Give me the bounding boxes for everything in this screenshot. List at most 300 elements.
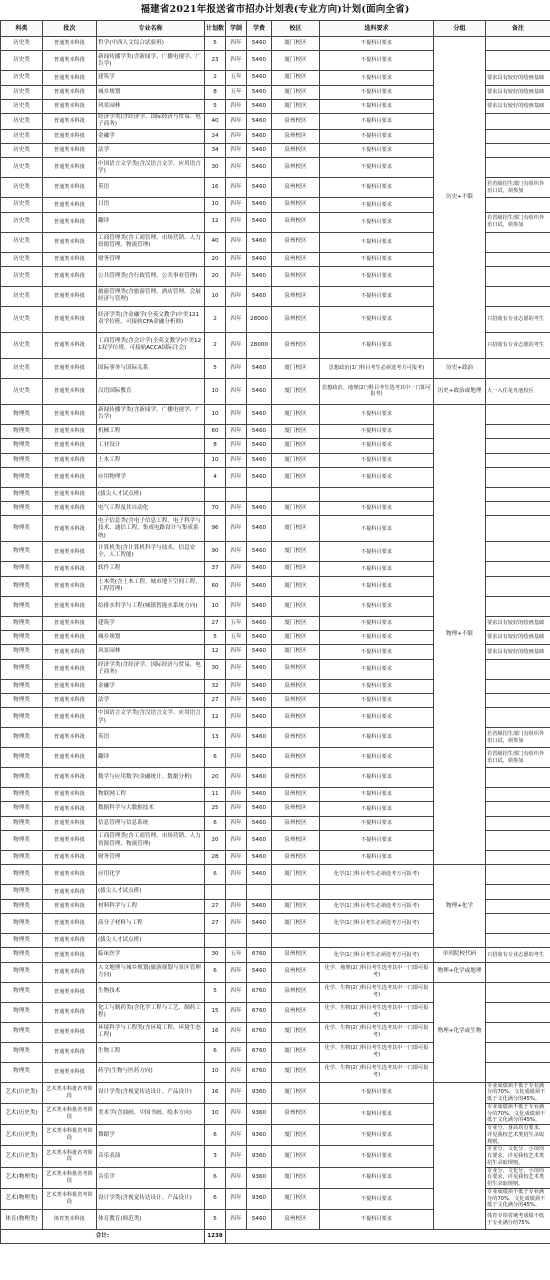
category-cell: 历史类 [1,286,43,306]
tuition-cell: 5460 [247,865,272,885]
plan-count-cell: 20 [205,252,226,266]
duration-cell: 四年 [226,178,247,198]
major-cell: 经济学类(含经济学、国际经济与贸易、电子商务) [97,659,205,679]
plan-count-cell: 27 [205,899,226,913]
batch-cell: 艺术类本科批省考阶段 [43,1188,97,1209]
tuition-cell: 5460 [247,37,272,51]
tuition-cell: 5460 [247,516,272,542]
category-cell: 艺术(历史类) [1,1146,43,1167]
batch-cell: 普通类本科批 [43,358,97,378]
duration-cell: 五年 [226,630,247,644]
tuition-cell: 28000 [247,332,272,358]
campus-cell: 泉州校区 [272,788,320,802]
duration-cell: 四年 [226,266,247,286]
duration-cell: 四年 [226,1062,247,1082]
batch-cell: 普通类本科批 [43,502,97,516]
batch-cell: 艺术类本科批省考阶段 [43,1082,97,1103]
subject-requirement-cell: 不提科目要求 [320,404,434,424]
total-row [1,1230,550,1244]
campus-cell: 泉州校区 [272,144,320,158]
major-cell: 设计学类(含视觉传达设计、产品设计) [97,1188,205,1209]
tuition-cell: 5460 [247,404,272,424]
plan-count-cell: 8 [205,439,226,453]
major-cell: 城乡规划 [97,630,205,644]
subject-requirement-cell: 化学(1门科目考生必须选考方可报考) [320,899,434,913]
subject-requirement-cell: 不提科目要求 [320,748,434,768]
tuition-cell: 5460 [247,114,272,130]
major-cell: 金融学 [97,129,205,143]
category-cell: 物理类 [1,562,43,576]
category-cell: 艺术(物理类) [1,1167,43,1188]
group-cell: 物理+化学 [434,865,486,948]
subject-requirement-cell [320,933,434,947]
subject-requirement-cell: 不提科目要求 [320,728,434,748]
category-cell: 艺术(历史类) [1,1082,43,1103]
note-cell [486,679,550,693]
batch-cell: 艺术类本科批省考阶段 [43,1146,97,1167]
campus-cell: 厦门校区 [272,453,320,467]
plan-count-cell: 6 [205,748,226,768]
duration-cell: 四年 [226,1167,247,1188]
category-cell: 历史类 [1,37,43,51]
plan-count-cell: 6 [205,816,226,830]
tuition-cell: 5460 [247,645,272,659]
major-cell: 音乐学 [97,1167,205,1188]
category-cell: 物理类 [1,1002,43,1022]
col-header: 校区 [272,21,320,37]
subject-requirement-cell: 不提科目要求 [320,99,434,113]
subject-requirement-cell: 不提科目要求 [320,708,434,728]
category-cell: 历史类 [1,114,43,130]
note-cell [486,358,550,378]
col-header: 科类 [1,21,43,37]
note-cell [486,516,550,542]
batch-cell: 普通类本科批 [43,232,97,252]
group-cell: 历史+政治 [434,358,486,378]
tuition-cell: 5460 [247,252,272,266]
category-cell: 物理类 [1,596,43,616]
plan-count-cell: 6 [205,962,226,982]
subject-requirement-cell: 不提科目要求 [320,831,434,851]
batch-cell: 普通类本科批 [43,404,97,424]
duration-cell: 四年 [226,1188,247,1209]
campus-cell: 泉州校区 [272,1210,320,1230]
batch-cell: 普通类本科批 [43,865,97,885]
category-cell: 物理类 [1,748,43,768]
category-cell: 物理类 [1,788,43,802]
note-cell: 要求具有较好的绘画基础 [486,85,550,99]
major-cell: 高分子材料与工程 [97,913,205,933]
total-value: 1238 [205,1230,226,1244]
subject-requirement-cell: 不提科目要求 [320,178,434,198]
tuition-cell [247,885,272,899]
batch-cell: 普通类本科批 [43,768,97,788]
duration-cell: 四年 [226,37,247,51]
category-cell: 物理类 [1,645,43,659]
duration-cell: 四年 [226,1125,247,1146]
subject-requirement-cell: 不提科目要求 [320,562,434,576]
note-cell [486,851,550,865]
duration-cell: 四年 [226,286,247,306]
duration-cell: 四年 [226,851,247,865]
plan-count-cell: 12 [205,212,226,232]
category-cell: 物理类 [1,679,43,693]
note-cell [486,37,550,51]
group-cell: 单列院校代码 [434,948,486,962]
subject-requirement-cell: 化学、生物(2门科目考生选考其中一门即可报考) [320,982,434,1002]
subject-requirement-cell: 不提科目要求 [320,768,434,788]
batch-cell: 普通类本科批 [43,516,97,542]
campus-cell: 厦门校区 [272,1042,320,1062]
tuition-cell: 5460 [247,768,272,788]
plan-count-cell: 6 [205,865,226,885]
campus-cell: 泉州校区 [272,748,320,768]
table-row [1,865,550,885]
major-cell: 风景园林 [97,645,205,659]
plan-count-cell: 10 [205,1103,226,1124]
category-cell: 艺术(物理类) [1,1188,43,1209]
enrollment-plan-table [0,20,550,1244]
plan-count-cell: 27 [205,616,226,630]
category-cell: 物理类 [1,865,43,885]
col-header: 备注 [486,21,550,37]
duration-cell: 四年 [226,542,247,562]
plan-count-cell: 20 [205,831,226,851]
tuition-cell: 5460 [247,1210,272,1230]
major-cell: 临床医学 [97,948,205,962]
plan-count-cell: 15 [205,1002,226,1022]
plan-count-cell: 10 [205,198,226,212]
duration-cell: 四年 [226,982,247,1002]
subject-requirement-cell: 不提科目要求 [320,306,434,332]
batch-cell: 普通类本科批 [43,266,97,286]
major-cell: 化工与制药类(含化学工程与工艺、制药工程) [97,1002,205,1022]
major-cell: 物联网工程 [97,788,205,802]
category-cell: 物理类 [1,576,43,596]
note-cell: 专业成绩须不低于专业满分的70%、文化成绩须不低于文化满分的45%。 [486,1188,550,1209]
duration-cell [226,933,247,947]
tuition-cell: 9360 [247,1103,272,1124]
major-cell: 新闻传播学类(含新闻学、广播电视学、广告学) [97,51,205,71]
tuition-cell: 5460 [247,899,272,913]
category-cell: 体育(物理类) [1,1210,43,1230]
duration-cell: 四年 [226,114,247,130]
subject-requirement-cell: 不提科目要求 [320,1188,434,1209]
subject-requirement-cell: 不提科目要求 [320,286,434,306]
campus-cell: 厦门校区 [272,71,320,85]
category-cell: 物理类 [1,467,43,487]
note-cell [486,129,550,143]
note-cell [486,266,550,286]
major-cell: 土木类(含土木工程、城市地下空间工程、工程管理) [97,576,205,596]
campus-cell: 厦门校区 [272,616,320,630]
campus-cell: 厦门校区 [272,99,320,113]
duration-cell: 四年 [226,576,247,596]
plan-count-cell: 70 [205,502,226,516]
batch-cell: 普通类本科批 [43,802,97,816]
note-cell [486,144,550,158]
note-cell [486,424,550,438]
table-row [1,982,550,1002]
col-header: 计划数 [205,21,226,37]
note-cell: 要求具有较好的绘画基础 [486,645,550,659]
duration-cell [226,487,247,501]
batch-cell: 普通类本科批 [43,71,97,85]
campus-cell: 泉州校区 [272,962,320,982]
category-cell: 物理类 [1,885,43,899]
plan-count-cell: 27 [205,693,226,707]
major-cell: 软件工程 [97,562,205,576]
col-header: 学费 [247,21,272,37]
plan-count-cell: 6 [205,1188,226,1209]
batch-cell: 普通类本科批 [43,114,97,130]
note-cell [486,913,550,933]
campus-cell: 厦门校区 [272,37,320,51]
batch-cell: 普通类本科批 [43,962,97,982]
major-cell: 工业设计 [97,439,205,453]
duration-cell: 四年 [226,158,247,178]
subject-requirement-cell: 不提科目要求 [320,1103,434,1124]
note-cell: 专业分、身高均有要求，详见我校艺术类招生录取规则。 [486,1125,550,1146]
plan-count-cell: 40 [205,114,226,130]
tuition-cell: 5460 [247,424,272,438]
plan-count-cell: 5 [205,99,226,113]
plan-count-cell: 2 [205,332,226,358]
tuition-cell: 6760 [247,1022,272,1042]
batch-cell: 体育类本科批 [43,1210,97,1230]
note-cell [486,899,550,913]
campus-cell: 厦门校区 [272,1146,320,1167]
major-cell: 汉语国际教育 [97,378,205,404]
note-cell [486,1042,550,1062]
subject-requirement-cell: 化学、生物(2门科目考生选考其中一门即可报考) [320,1062,434,1082]
plan-count-cell: 27 [205,913,226,933]
major-cell: 生物工程 [97,1042,205,1062]
major-cell: 经济学类(含经济学、国际经济与贸易、电子商务) [97,114,205,130]
category-cell: 历史类 [1,378,43,404]
subject-requirement-cell [320,487,434,501]
tuition-cell: 5460 [247,502,272,516]
plan-count-cell: 10 [205,378,226,404]
tuition-cell [247,933,272,947]
batch-cell: 普通类本科批 [43,982,97,1002]
category-cell: 物理类 [1,913,43,933]
duration-cell: 四年 [226,816,247,830]
note-cell [486,788,550,802]
campus-cell: 泉州校区 [272,198,320,212]
subject-requirement-cell: 不提科目要求 [320,71,434,85]
category-cell: 历史类 [1,358,43,378]
duration-cell: 四年 [226,1022,247,1042]
subject-requirement-cell: 化学、生物(2门科目考生选考其中一门即可报考) [320,1002,434,1022]
plan-count-cell: 4 [205,467,226,487]
tuition-cell: 5460 [247,596,272,616]
category-cell: 物理类 [1,542,43,562]
campus-cell: 泉州校区 [272,306,320,332]
campus-cell: 泉州校区 [272,728,320,748]
note-cell [486,502,550,516]
subject-requirement-cell: 思想政治、地理(2门科目考生选考其中一门即可报考) [320,378,434,404]
duration-cell: 四年 [226,99,247,113]
note-cell [486,1002,550,1022]
duration-cell: 四年 [226,306,247,332]
campus-cell [272,933,320,947]
category-cell: 历史类 [1,266,43,286]
campus-cell: 厦门校区 [272,1062,320,1082]
plan-count-cell: 5 [205,37,226,51]
category-cell: 物理类 [1,424,43,438]
tuition-cell: 6760 [247,1062,272,1082]
note-cell: 若省级招生部门有组织外语口试，须参加 [486,728,550,748]
major-cell: 机械工程 [97,424,205,438]
category-cell: 艺术(历史类) [1,1125,43,1146]
batch-cell: 普通类本科批 [43,1062,97,1082]
batch-cell: 普通类本科批 [43,1002,97,1022]
campus-cell: 厦门校区 [272,404,320,424]
subject-requirement-cell: 不提科目要求 [320,679,434,693]
batch-cell: 普通类本科批 [43,562,97,576]
batch-cell: 普通类本科批 [43,816,97,830]
duration-cell: 五年 [226,71,247,85]
plan-count-cell: 10 [205,1062,226,1082]
major-cell: 数学与应用数学(金融统计、数据分析) [97,768,205,788]
plan-count-cell: 5 [205,358,226,378]
note-cell [486,768,550,788]
duration-cell: 四年 [226,467,247,487]
tuition-cell: 5460 [247,129,272,143]
subject-requirement-cell: 不提科目要求 [320,616,434,630]
major-cell: 风景园林 [97,99,205,113]
tuition-cell: 6760 [247,1042,272,1062]
tuition-cell: 5460 [247,630,272,644]
major-cell: 法学 [97,693,205,707]
note-cell: 专业分、文化分、小项均有要求，详见我校艺术类招生录取规则。 [486,1167,550,1188]
major-cell: 工商管理类(含会计学(全英文教学)中美121双学位班、可接轨ACCA国际注会) [97,332,205,358]
campus-cell: 泉州校区 [272,114,320,130]
category-cell: 物理类 [1,816,43,830]
subject-requirement-cell: 不提科目要求 [320,1082,434,1103]
duration-cell: 四年 [226,693,247,707]
campus-cell: 厦门校区 [272,865,320,885]
duration-cell: 四年 [226,1042,247,1062]
duration-cell: 四年 [226,899,247,913]
category-cell: 物理类 [1,404,43,424]
table-row [1,962,550,982]
major-cell: 城乡规划 [97,85,205,99]
plan-count-cell: 2 [205,306,226,332]
campus-cell: 泉州校区 [272,178,320,198]
plan-count-cell: 16 [205,1082,226,1103]
batch-cell: 普通类本科批 [43,576,97,596]
campus-cell: 厦门校区 [272,424,320,438]
note-cell [486,576,550,596]
duration-cell: 五年 [226,948,247,962]
subject-requirement-cell: 不提科目要求 [320,424,434,438]
campus-cell: 泉州校区 [272,659,320,679]
tuition-cell: 5460 [247,453,272,467]
major-cell: 财务管理 [97,851,205,865]
tuition-cell: 5460 [247,693,272,707]
major-cell: 信息管理与信息系统 [97,816,205,830]
note-cell [486,232,550,252]
major-cell: 中国语言文学类(含汉语言文学、应用语言学) [97,708,205,728]
campus-cell [272,487,320,501]
plan-count-cell [205,885,226,899]
campus-cell: 厦门校区 [272,1188,320,1209]
tuition-cell: 5460 [247,85,272,99]
duration-cell: 四年 [226,788,247,802]
tuition-cell: 5460 [247,562,272,576]
major-cell: 舞蹈学 [97,1125,205,1146]
plan-count-cell: 10 [205,596,226,616]
campus-cell: 厦门校区 [272,1022,320,1042]
batch-cell: 普通类本科批 [43,899,97,913]
subject-requirement-cell: 不提科目要求 [320,645,434,659]
plan-count-cell: 37 [205,562,226,576]
category-cell: 物理类 [1,802,43,816]
subject-requirement-cell: 化学(1门科目考生必须选考方可报考) [320,913,434,933]
batch-cell: 普通类本科批 [43,85,97,99]
tuition-cell: 5460 [247,99,272,113]
group-cell: 物理+不限 [434,404,486,864]
duration-cell: 四年 [226,252,247,266]
duration-cell: 四年 [226,1103,247,1124]
subject-requirement-cell: 不提科目要求 [320,453,434,467]
major-cell: 土木工程 [97,453,205,467]
duration-cell [226,885,247,899]
note-cell [486,885,550,899]
major-cell: 计算机类(含计算机科学与技术、信息安全、人工智能) [97,542,205,562]
note-cell [486,659,550,679]
duration-cell: 四年 [226,645,247,659]
note-cell [486,51,550,71]
major-cell: 体育教育(师范类) [97,1210,205,1230]
tuition-cell: 5460 [247,802,272,816]
batch-cell: 普通类本科批 [43,679,97,693]
note-cell: 专业成绩须不低于专业满分的70%、文化成绩须不低于文化满分的45%。 [486,1103,550,1124]
batch-cell: 普通类本科批 [43,129,97,143]
batch-cell: 普通类本科批 [43,630,97,644]
plan-count-cell: 6 [205,1125,226,1146]
subject-requirement-cell: 化学、生物(2门科目考生选考其中一门即可报考) [320,1022,434,1042]
major-cell: (拔尖人才试点班) [97,933,205,947]
plan-count-cell: 30 [205,158,226,178]
major-cell: (拔尖人才试点班) [97,885,205,899]
batch-cell: 普通类本科批 [43,453,97,467]
table-body [1,37,550,1244]
batch-cell: 普通类本科批 [43,306,97,332]
plan-count-cell: 16 [205,178,226,198]
tuition-cell: 9360 [247,1167,272,1188]
subject-requirement-cell: 不提科目要求 [320,144,434,158]
note-cell [486,467,550,487]
major-cell: 国际事务与国际关系 [97,358,205,378]
batch-cell: 普通类本科批 [43,286,97,306]
batch-cell: 普通类本科批 [43,439,97,453]
tuition-cell: 5460 [247,71,272,85]
plan-count-cell: 5 [205,1210,226,1230]
campus-cell: 泉州校区 [272,982,320,1002]
subject-requirement-cell: 化学、地理(2门科目考生选考其中一门即可报考) [320,962,434,982]
page-title: 福建省2021年报送省市招办计划表(专业方向)计划(面向全省) [140,4,410,15]
major-cell: 应用物理学 [97,467,205,487]
note-cell [486,1022,550,1042]
campus-cell: 厦门校区 [272,1167,320,1188]
tuition-cell: 5460 [247,178,272,198]
major-cell: 英语 [97,178,205,198]
category-cell: 艺术(历史类) [1,1103,43,1124]
subject-requirement-cell: 不提科目要求 [320,1167,434,1188]
